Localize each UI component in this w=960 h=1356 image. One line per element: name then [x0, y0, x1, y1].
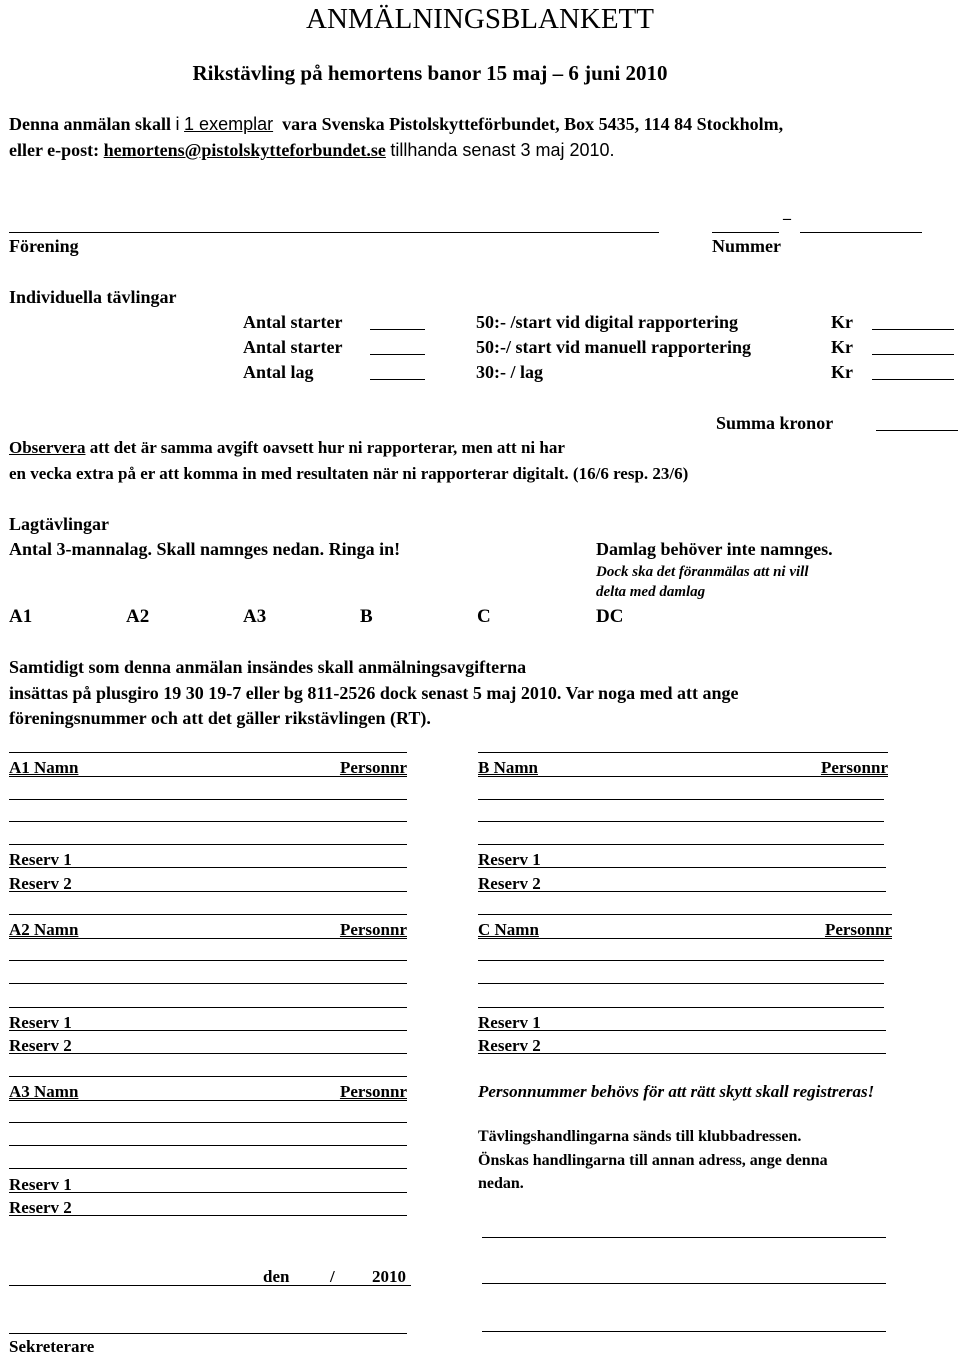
address-field-1[interactable] [482, 1237, 886, 1238]
a1-member-3-field[interactable] [9, 844, 407, 845]
a3-member-2-field[interactable] [9, 1145, 407, 1146]
row-desc: 50:- /start vid digital rapportering [476, 312, 738, 332]
a3-top-line [9, 1076, 407, 1077]
antal-starter-digital-field[interactable] [370, 329, 425, 330]
damlag-note-1: Dock ska det föranmälas att ni vill [596, 564, 809, 580]
handlingar-line-2: Önskas handlingarna till annan adress, ange denna [478, 1152, 828, 1169]
a3-reserve-1-label: Reserv 1 [9, 1175, 72, 1194]
date-year: 2010 [372, 1267, 406, 1286]
nummer-dash: – [783, 210, 791, 227]
nummer-field-part1[interactable] [712, 232, 779, 233]
payment-line-2: insättas på plusgiro 19 30 19-7 eller bg 811-2526 dock senast 5 maj 2010. Var noga med att ange [9, 683, 739, 703]
row-label: Antal lag [243, 362, 314, 382]
a2-reserve-2-label: Reserv 2 [9, 1036, 72, 1055]
team-option-b[interactable]: B [360, 606, 373, 627]
a3-header-underline [9, 1100, 407, 1101]
c-reserve-2-label: Reserv 2 [478, 1036, 541, 1055]
a2-member-2-field[interactable] [9, 983, 407, 984]
summa-field[interactable] [876, 430, 958, 431]
a1-reserve-2-field[interactable] [9, 891, 407, 892]
handlingar-line-3: nedan. [478, 1175, 524, 1192]
b-member-2-field[interactable] [478, 821, 884, 822]
c-top-line [478, 914, 892, 915]
a1-reserve-1-label: Reserv 1 [9, 850, 72, 869]
b-header: B Namn Personnr [478, 758, 888, 777]
row-label: Antal starter [243, 337, 343, 357]
row-kr: Kr [831, 337, 853, 357]
payment-line-3: föreningsnummer och att det gäller rikstävlingen (RT). [9, 708, 431, 728]
a2-member-1-field[interactable] [9, 960, 407, 961]
intro-copies: 1 exemplar [184, 114, 274, 134]
kr-digital-field[interactable] [872, 329, 954, 330]
c-header: C Namn Personnr [478, 920, 892, 939]
sekreterare-label: Sekreterare [9, 1337, 95, 1356]
summa-label: Summa kronor [716, 413, 834, 433]
damlag-line: Damlag behöver inte namnges. [596, 539, 833, 559]
payment-line-1: Samtidigt som denna anmälan insändes skall anmälningsavgifterna [9, 657, 527, 677]
forening-field[interactable] [9, 232, 659, 233]
row-label: Antal starter [243, 312, 343, 332]
c-member-2-field[interactable] [478, 983, 884, 984]
a3-reserve-2-label: Reserv 2 [9, 1198, 72, 1217]
c-member-1-field[interactable] [478, 960, 884, 961]
a3-reserve-1-field[interactable] [9, 1192, 407, 1193]
damlag-note-2: delta med damlag [596, 584, 706, 600]
b-reserve-1-field[interactable] [478, 867, 886, 868]
email-link[interactable]: hemortens@pistolskytteforbundet.se [103, 140, 386, 160]
sekreterare-signature-field[interactable] [9, 1333, 407, 1334]
a2-reserve-2-field[interactable] [9, 1053, 407, 1054]
a1-header: A1 Namn Personnr [9, 758, 407, 777]
c-reserve-1-label: Reserv 1 [478, 1013, 541, 1032]
nummer-field-part2[interactable] [800, 232, 922, 233]
team-option-a3[interactable]: A3 [243, 606, 267, 627]
b-member-3-field[interactable] [478, 844, 884, 845]
row-desc: 50:-/ start vid manuell rapportering [476, 337, 751, 357]
c-reserve-2-field[interactable] [478, 1053, 886, 1054]
a1-reserve-2-label: Reserv 2 [9, 874, 72, 893]
nummer-label: Nummer [712, 236, 781, 256]
address-field-2[interactable] [482, 1283, 886, 1284]
date-field[interactable] [9, 1285, 411, 1286]
b-member-1-field[interactable] [478, 799, 884, 800]
personnummer-note: Personnummer behövs för att rätt skytt skall registreras! [478, 1082, 875, 1101]
row-desc: 30:- / lag [476, 362, 543, 382]
kr-lag-field[interactable] [872, 379, 954, 380]
team-option-dc[interactable]: DC [596, 606, 624, 627]
b-header-underline [478, 776, 888, 777]
kr-manuell-field[interactable] [872, 354, 954, 355]
observe-line-2: en vecka extra på er att komma in med resultaten när ni rapporterar digitalt. (16/6 resp. 23/6) [9, 464, 689, 483]
a2-reserve-1-field[interactable] [9, 1030, 407, 1031]
a2-header: A2 Namn Personnr [9, 920, 407, 939]
a3-member-1-field[interactable] [9, 1122, 407, 1123]
address-field-3[interactable] [482, 1331, 886, 1332]
a1-member-2-field[interactable] [9, 821, 407, 822]
team-option-a2[interactable]: A2 [126, 606, 150, 627]
a2-header-underline [9, 938, 407, 939]
team-option-a1[interactable]: A1 [9, 606, 33, 627]
c-reserve-1-field[interactable] [478, 1030, 886, 1031]
intro-line-1: Denna anmälan skall i 1 exemplar vara Svenska Pistolskytteförbundet, Box 5435, 114 84 Stockholm, [9, 114, 784, 134]
team-heading: Lagtävlingar [9, 514, 110, 534]
team-count-line: Antal 3-mannalag. Skall namnges nedan. Ringa in! [9, 539, 401, 559]
a2-member-3-field[interactable] [9, 1007, 407, 1008]
forening-label: Förening [9, 236, 79, 256]
team-option-c[interactable]: C [477, 606, 491, 627]
observe-line-1: Observera att det är samma avgift oavsett hur ni rapporterar, men att ni har [9, 438, 565, 457]
row-kr: Kr [831, 312, 853, 332]
form-subtitle: Rikstävling på hemortens banor 15 maj – 6 juni 2010 [192, 61, 668, 85]
a1-top-line [9, 752, 407, 753]
a2-reserve-1-label: Reserv 1 [9, 1013, 72, 1032]
b-reserve-2-field[interactable] [478, 891, 886, 892]
handlingar-line-1: Tävlingshandlingarna sänds till klubbadressen. [478, 1128, 802, 1145]
a2-top-line [9, 914, 407, 915]
a3-header: A3 Namn Personnr [9, 1082, 407, 1101]
antal-lag-field[interactable] [370, 379, 425, 380]
a1-member-1-field[interactable] [9, 799, 407, 800]
date-slash: / [330, 1267, 335, 1286]
a1-reserve-1-field[interactable] [9, 867, 407, 868]
date-den-label: den [263, 1267, 290, 1286]
b-reserve-1-label: Reserv 1 [478, 850, 541, 869]
row-kr: Kr [831, 362, 853, 382]
c-header-underline [478, 938, 892, 939]
a1-header-underline [9, 776, 407, 777]
a3-member-3-field[interactable] [9, 1168, 407, 1169]
b-top-line [478, 752, 888, 753]
b-reserve-2-label: Reserv 2 [478, 874, 541, 893]
intro-line-2: eller e-post: hemortens@pistolskytteforbundet.se tillhanda senast 3 maj 2010. [9, 140, 615, 160]
antal-starter-manuell-field[interactable] [370, 354, 425, 355]
a3-reserve-2-field[interactable] [9, 1215, 407, 1216]
form-title: ANMÄLNINGSBLANKETT [306, 3, 654, 35]
individual-heading: Individuella tävlingar [9, 287, 177, 307]
c-member-3-field[interactable] [478, 1007, 884, 1008]
